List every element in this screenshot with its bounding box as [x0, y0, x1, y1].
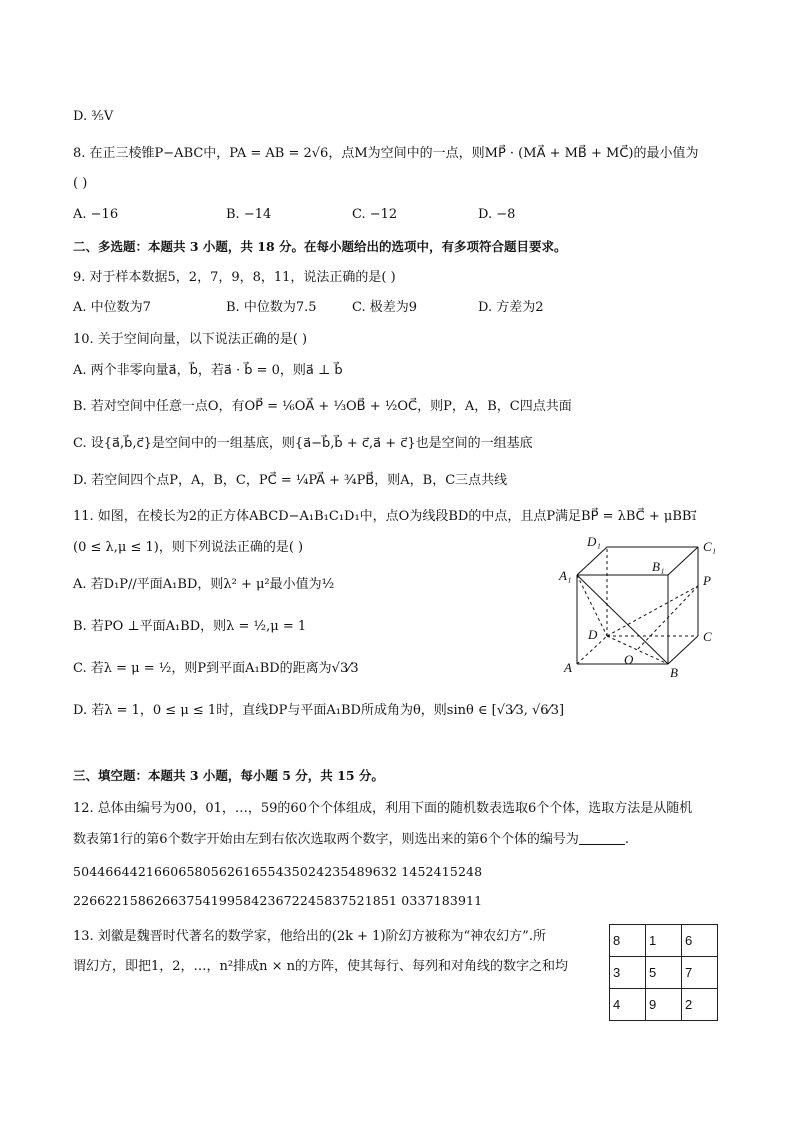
table-row	[610, 957, 718, 989]
cube-figure	[555, 533, 725, 681]
table-row	[610, 989, 718, 1021]
q10-stem: 10. 关于空间向量，以下说法正确的是( )	[73, 332, 308, 347]
edge-B-C	[668, 636, 698, 664]
q13-stem-2: 谓幻方，即把1，2，…，n²排成n × n的方阵，使其每行、每列和对角线的数字之和均	[73, 959, 569, 974]
q8-paren: ( )	[73, 176, 88, 191]
label-O: O	[624, 652, 634, 667]
hidden-D-P	[607, 586, 698, 636]
edge-B1-C1	[668, 547, 698, 575]
grid-cell: 3	[610, 957, 646, 989]
label-B: B	[670, 665, 678, 680]
label-C: C	[703, 629, 712, 644]
q9-option-c: C. 极差为9	[352, 300, 418, 315]
magic-square-table	[609, 924, 718, 1021]
edge-D1-A1	[577, 547, 607, 575]
q11-option-c: C. 若λ = μ = ¹⁄₂，则P到平面A₁BD的距离为√3⁄3	[73, 661, 359, 676]
label-C1: C₁	[703, 539, 717, 554]
section-3-heading: 三、填空题：本题共 3 小题，每小题 5 分，共 15 分。	[73, 768, 384, 783]
q11-option-d: D. 若λ = 1，0 ≤ μ ≤ 1时，直线DP与平面A₁BD所成角为θ，则sinθ ∈ [√3⁄3, √6⁄3]	[73, 703, 565, 718]
label-B1: B₁	[652, 559, 665, 574]
q10-option-b: B. 若对空间中任意一点O，有OP⃗ = ¹⁄₆OA⃗ + ¹⁄₃OB⃗ + ¹⁄₂OC⃗，则P，A，B，C四点共面	[73, 399, 572, 414]
q7-option-d: D. ³⁄₅V	[73, 109, 114, 124]
hidden-D-B	[607, 636, 668, 664]
grid-cell: 6	[682, 925, 718, 957]
q10-option-a: A. 两个非零向量a⃗，b⃗，若a⃗ · b⃗ = 0，则a⃗ ⊥ b⃗	[73, 363, 343, 378]
q12-stem: 12. 总体由编号为00，01，…，59的60个个体组成，利用下面的随机数表选取6个个体，选取方法是从随机	[73, 801, 693, 816]
q8-option-c: C. −12	[352, 207, 398, 222]
table-row	[610, 925, 718, 957]
random-table-row-1: 5044664421660658056261655435024235489632 1452415248	[73, 864, 483, 879]
q13-stem: 13. 刘徽是魏晋时代著名的数学家，他给出的(2k + 1)阶幻方被称为“神农幻方”.所	[73, 929, 546, 944]
q9-option-d: D. 方差为2	[478, 300, 544, 315]
q12-stem-2-end: .	[624, 832, 629, 847]
label-D: D	[588, 627, 598, 642]
grid-cell: 8	[610, 925, 646, 957]
q9-option-b: B. 中位数为7.5	[226, 300, 317, 315]
label-P: P	[703, 573, 711, 588]
label-A: A	[564, 660, 572, 675]
grid-cell: 9	[646, 989, 682, 1021]
q8-option-d: D. −8	[478, 207, 516, 222]
q9-option-a: A. 中位数为7	[73, 300, 151, 315]
grid-cell: 4	[610, 989, 646, 1021]
grid-cell: 5	[646, 957, 682, 989]
q9-stem: 9. 对于样本数据5，2，7，9，8，11，说法正确的是( )	[73, 270, 396, 285]
q8-option-a: A. −16	[73, 207, 119, 222]
grid-cell: 1	[646, 925, 682, 957]
q11-stem-2: (0 ≤ λ,μ ≤ 1)，则下列说法正确的是( )	[73, 540, 304, 555]
q11-stem: 11. 如图，在棱长为2的正方体ABCD−A₁B₁C₁D₁中，点O为线段BD的中点，且点P满足BP⃗ = λBC⃗ + μBB₁⃗	[73, 509, 697, 524]
grid-cell: 7	[682, 957, 718, 989]
q8-option-b: B. −14	[226, 207, 272, 222]
q12-stem-2-text: 数表第1行的第6个数字开始由左到右依次选取两个数字，则选出来的第6个个体的编号为	[73, 832, 579, 847]
answer-blank	[579, 832, 625, 845]
random-table-row-2: 2266221586266375419958423672245837521851 0337183911	[73, 893, 483, 908]
q11-option-b: B. 若PO ⊥平面A₁BD，则λ = ¹⁄₂,μ = 1	[73, 619, 307, 634]
q10-option-c: C. 设{a⃗,b⃗,c⃗}是空间中的一组基底，则{a⃗−b⃗,b⃗ + c⃗,a⃗ + c⃗}也是空间的一组基底	[73, 436, 533, 451]
q12-stem-2	[73, 831, 629, 849]
grid-cell: 2	[682, 989, 718, 1021]
label-A1: A₁	[559, 568, 572, 583]
q8-stem: 8. 在正三棱锥P−ABC中，PA = AB = 2√6，点M为空间中的一点，则MP⃗ · (MA⃗ + MB⃗ + MC⃗)的最小值为	[73, 146, 699, 161]
q11-option-a: A. 若D₁P//平面A₁BD，则λ² + μ²最小值为¹⁄₂	[73, 577, 335, 592]
section-2-heading: 二、多选题：本题共 3 小题，共 18 分。在每小题给出的选项中，有多项符合题目要求。	[73, 239, 567, 254]
label-D1: D₁	[587, 534, 601, 549]
q10-option-d: D. 若空间四个点P，A，B，C，PC⃗ = ¹⁄₄PA⃗ + ³⁄₄PB⃗，则A，B，C三点共线	[73, 473, 508, 488]
